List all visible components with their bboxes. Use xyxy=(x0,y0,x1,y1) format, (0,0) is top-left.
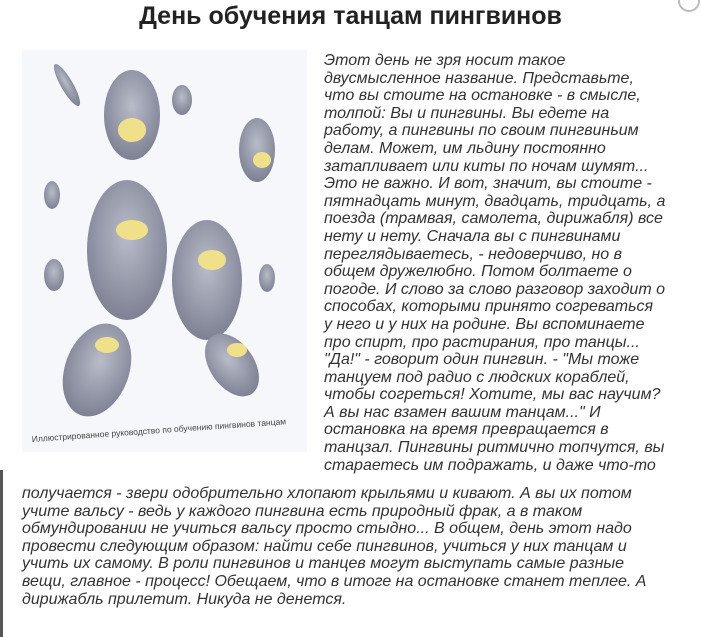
text-line: "Да!" - говорит один пингвин. - "Мы тоже xyxy=(324,351,640,369)
text-line: двусмысленное название. Представьте, xyxy=(324,69,634,87)
text-line: работу, а пингвины по своим пингвиньим xyxy=(324,122,639,140)
text-line: провести следующим образом: найти себе пингвинов, учиться у них танцам и xyxy=(22,537,627,555)
text-line: А вы нас взамен вашим танцам..." И xyxy=(324,403,601,421)
article-text-right xyxy=(324,52,665,474)
text-line: толпой: Вы и пингвины. Вы едете на xyxy=(324,104,610,122)
text-line: стараетесь им подражать, и даже что-то xyxy=(324,456,656,474)
text-line: делам. Может, им льдину постоянно xyxy=(324,139,606,157)
text-line: что вы стоите на остановке - в смысле, xyxy=(324,87,641,105)
text-line: чтобы согреться! Хотите, мы вас научим? xyxy=(324,386,661,404)
text-line: танцуем под радио с людских кораблей, xyxy=(324,368,630,386)
text-line: переглядываетесь, - недоверчиво, но в xyxy=(324,245,622,263)
text-line: учите вальсу - ведь у каждого пингвина есть природный фрак, а в таком xyxy=(22,502,583,520)
text-line: танцзал. Пингвины ритмично топчутся, вы xyxy=(324,439,665,457)
text-line: Этот день не зря носит такое xyxy=(324,52,566,69)
text-line: получается - звери одобрительно хлопают крыльями и кивают. А вы их потом xyxy=(22,485,632,502)
illustration-caption: Иллюстрированное руководство по обучению пингвинов танцам xyxy=(31,416,287,444)
text-line: у него и у них на родине. Вы вспоминаете xyxy=(324,315,645,333)
penguin-illustration xyxy=(22,50,307,452)
text-line: затапливает или киты по ночам шумят... xyxy=(324,157,649,175)
text-line: пятнадцать минут, двадцать, тридцать, а xyxy=(324,192,666,210)
text-line: учить их самому. В роли пингвинов и танцев могут выступать самые разные xyxy=(22,555,625,573)
left-edge-bar xyxy=(0,470,3,637)
text-line: Это не важно. И вот, значит, вы стоите - xyxy=(324,175,652,193)
text-line: способах, которыми принято согреваться xyxy=(324,298,654,316)
text-line: остановка на время превращается в xyxy=(324,421,609,439)
text-line: поезда (трамвая, самолета, дирижабля) все xyxy=(324,210,663,228)
text-line: дирижабль прилетит. Никуда не денется. xyxy=(22,590,347,608)
text-line: общем дружелюбно. Потом болтаете о xyxy=(324,263,632,281)
text-line: вещи, главное - процесс! Обещаем, что в итоге на остановке станет теплее. А xyxy=(22,572,647,590)
text-line: обмундировании не учиться вальсу просто стыдно... В общем, день этот надо xyxy=(22,520,632,538)
page-title: День обучения танцам пингвинов xyxy=(139,2,562,30)
article-text-bottom xyxy=(22,485,646,608)
text-line: погоде. И слово за слово разговор заходит о xyxy=(324,280,665,298)
text-line: про спирт, про растирания, про танцы... xyxy=(324,333,640,351)
text-line: нету и нету. Сначала вы с пингвинами xyxy=(324,227,621,245)
penguin xyxy=(44,61,275,426)
